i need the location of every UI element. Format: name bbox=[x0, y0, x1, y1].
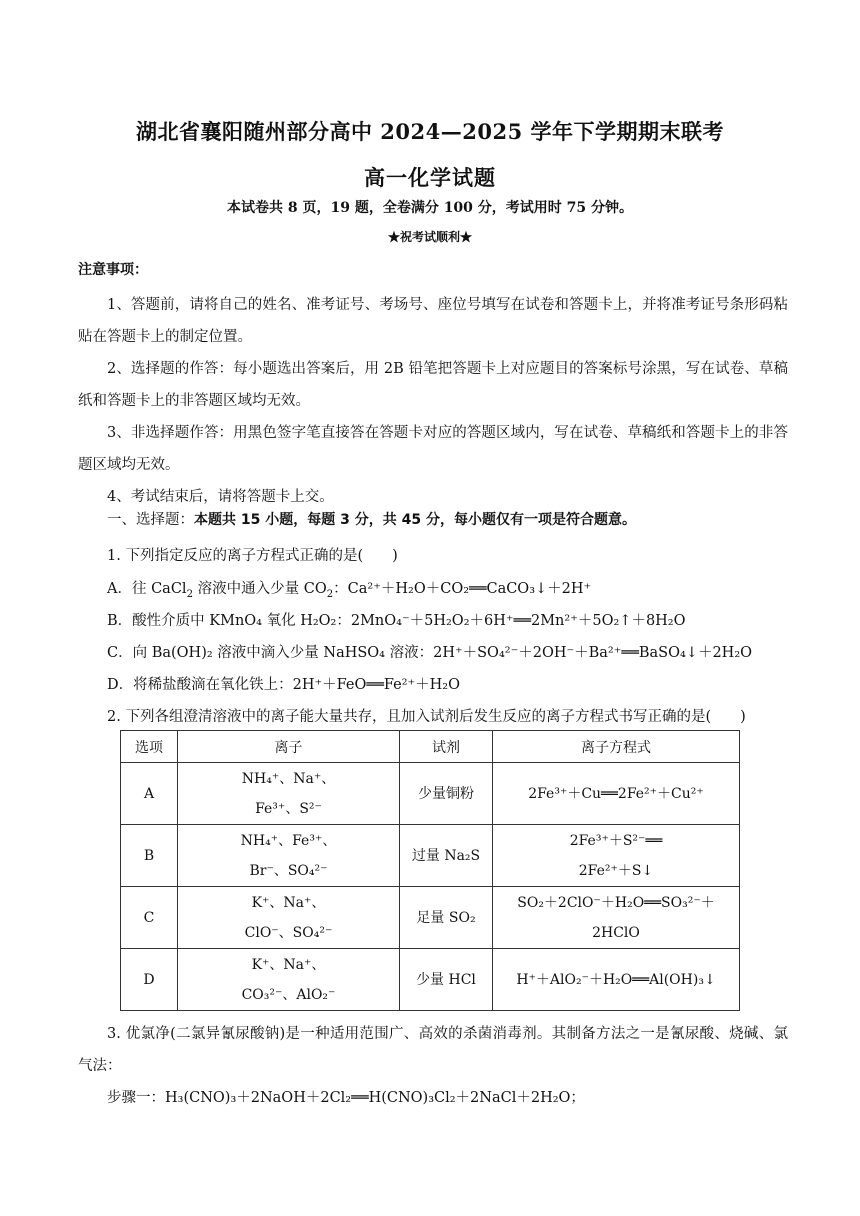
equation-cell: H⁺＋AlO₂⁻＋H₂O══Al(OH)₃↓ bbox=[493, 949, 740, 1011]
option-cell: D bbox=[121, 949, 178, 1011]
question-1-option-c: C．向 Ba(OH)₂ 溶液中滴入少量 NaHSO₄ 溶液：2H⁺＋SO₄²⁻＋2OH⁻＋Ba²⁺══BaSO₄↓＋2H₂O bbox=[107, 645, 753, 661]
section-description: 本题共 15 小题，每题 3 分，共 45 分，每小题仅有一项是符合题意。 bbox=[194, 512, 636, 528]
subject-title: 高一化学试题 bbox=[364, 165, 496, 190]
table-row bbox=[121, 763, 740, 825]
section-heading bbox=[107, 510, 827, 530]
note-item-3: 3、非选择题作答：用黑色签字笔直接答在答题卡对应的答题区域内，写在试卷、草稿纸和答题卡上的非答题区域均无效。 bbox=[78, 425, 788, 473]
ions-cell: K⁺、Na⁺、 ClO⁻、SO₄²⁻ bbox=[178, 887, 400, 949]
note-item-1: 1、答题前，请将自己的姓名、准考证号、考场号、座位号填写在试卷和答题卡上，并将准考证号条形码粘贴在答题卡上的制定位置。 bbox=[78, 297, 788, 345]
option-cell: B bbox=[121, 825, 178, 887]
ions-cell: NH₄⁺、Fe³⁺、 Br⁻、SO₄²⁻ bbox=[178, 825, 400, 887]
reagent-cell: 过量 Na₂S bbox=[400, 825, 493, 887]
ions-cell: NH₄⁺、Na⁺、 Fe³⁺、S²⁻ bbox=[178, 763, 400, 825]
header-option: 选项 bbox=[121, 731, 178, 763]
reagent-cell: 少量 HCl bbox=[400, 949, 493, 1011]
question-1-option-b: B．酸性介质中 KMnO₄ 氧化 H₂O₂：2MnO₄⁻＋5H₂O₂＋6H⁺══2Mn²⁺＋5O₂↑＋8H₂O bbox=[107, 613, 686, 629]
question-1-stem: 1. 下列指定反应的离子方程式正确的是( ) bbox=[107, 548, 398, 564]
option-cell: C bbox=[121, 887, 178, 949]
question-1-option-d: D．将稀盐酸滴在氧化铁上：2H⁺＋FeO══Fe²⁺＋H₂O bbox=[107, 677, 461, 693]
note-item-4: 4、考试结束后，请将答题卡上交。 bbox=[107, 489, 334, 505]
ions-cell: K⁺、Na⁺、 CO₃²⁻、AlO₂⁻ bbox=[178, 949, 400, 1011]
question-3-stem: 3. 优氯净(二氯异氰尿酸钠)是一种适用范围广、高效的杀菌消毒剂。其制备方法之一是氰尿酸、烧碱、氯气法： bbox=[78, 1026, 788, 1074]
table-header-row bbox=[121, 731, 740, 763]
equation-cell: 2Fe³⁺＋S²⁻══ 2Fe²⁺＋S↓ bbox=[493, 825, 740, 887]
equation-cell: SO₂＋2ClO⁻＋H₂O══SO₃²⁻＋ 2HClO bbox=[493, 887, 740, 949]
reagent-cell: 少量铜粉 bbox=[400, 763, 493, 825]
reagent-cell: 足量 SO₂ bbox=[400, 887, 493, 949]
question-3-step-1: 步骤一：H₃(CNO)₃＋2NaOH＋2Cl₂══H(CNO)₃Cl₂＋2NaCl＋2H₂O； bbox=[107, 1090, 585, 1106]
equation-cell: 2Fe³⁺＋Cu══2Fe²⁺＋Cu²⁺ bbox=[493, 763, 740, 825]
notes-heading: 注意事项： bbox=[78, 262, 148, 278]
header-equation: 离子方程式 bbox=[493, 731, 740, 763]
good-luck-line: ★祝考试顺利★ bbox=[387, 230, 472, 244]
table-row bbox=[121, 825, 740, 887]
section-label: 一、选择题： bbox=[107, 512, 194, 528]
header-ions: 离子 bbox=[178, 731, 400, 763]
table-row bbox=[121, 887, 740, 949]
exam-title: 湖北省襄阳随州部分高中 2024—2025 学年下学期期末联考 bbox=[135, 119, 724, 144]
question-1-option-a: A．往 CaCl$_2$ 溶液中通入少量 $CO_2$：Ca²⁺＋H₂O＋CO₂══CaCO₃↓＋2H⁺ bbox=[107, 581, 592, 600]
ion-table bbox=[120, 730, 740, 1011]
question-2-stem: 2. 下列各组澄清溶液中的离子能大量共存，且加入试剂后发生反应的离子方程式书写正确的是( ) bbox=[107, 709, 746, 725]
table-row bbox=[121, 949, 740, 1011]
exam-info: 本试卷共 8 页，19 题，全卷满分 100 分，考试用时 75 分钟。 bbox=[226, 200, 634, 216]
note-item-2: 2、选择题的作答：每小题选出答案后，用 2B 铅笔把答题卡上对应题目的答案标号涂黑，写在试卷、草稿纸和答题卡上的非答题区域均无效。 bbox=[78, 361, 788, 409]
option-cell: A bbox=[121, 763, 178, 825]
header-reagent: 试剂 bbox=[400, 731, 493, 763]
